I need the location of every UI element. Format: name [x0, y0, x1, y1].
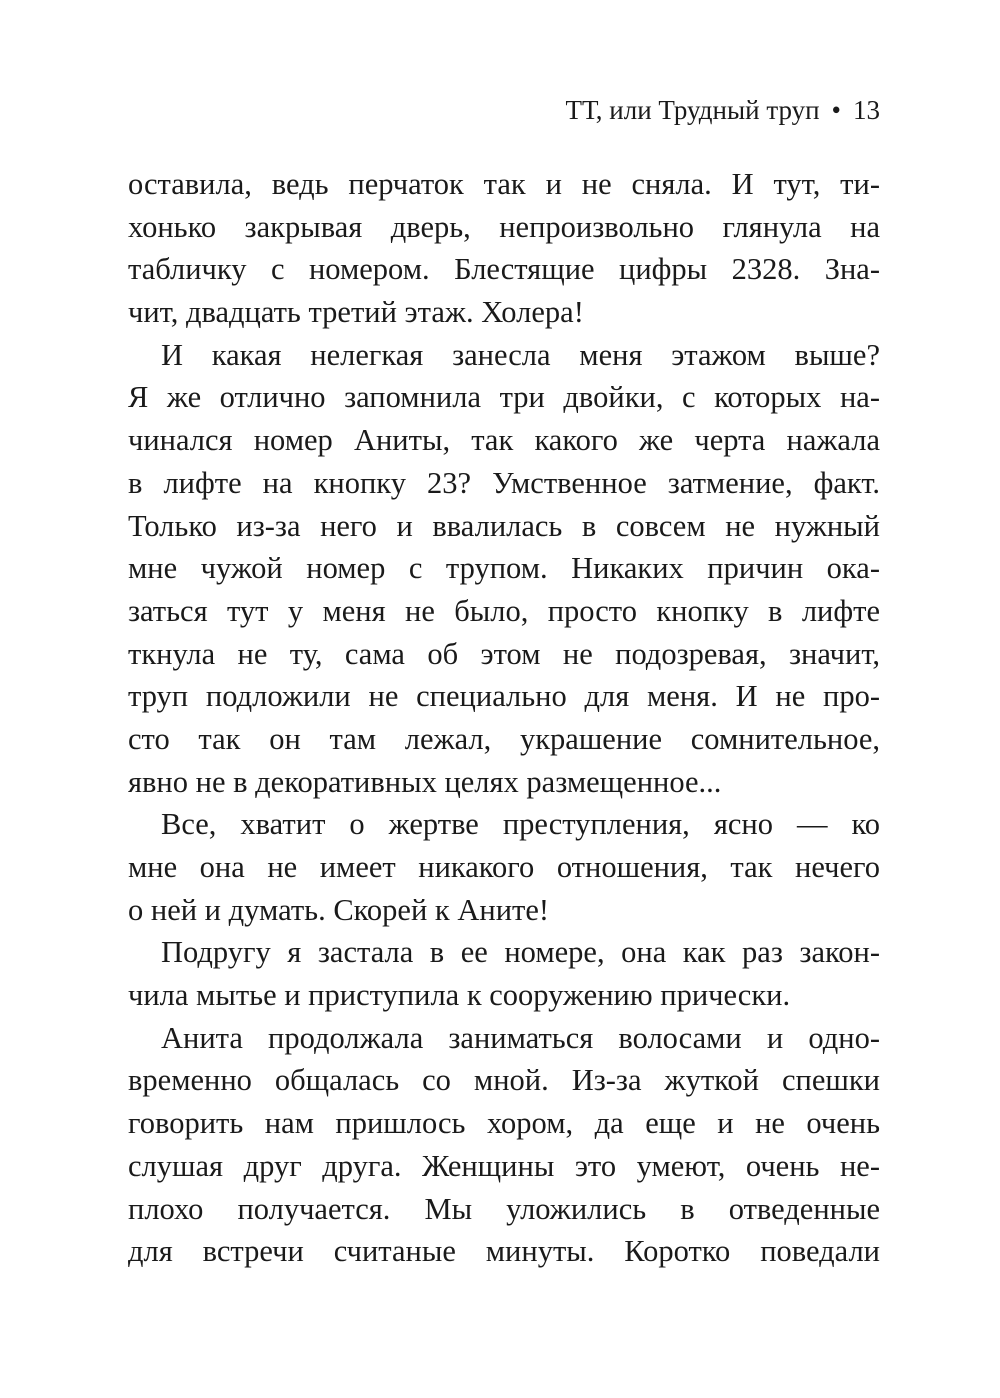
running-header: [565, 90, 880, 130]
text-line: мне чужой номер с трупом. Никаких причин ока-: [128, 551, 880, 586]
running-title: ТТ, или Трудный труп: [565, 95, 820, 125]
text-line: Только из-за него и ввалилась в совсем не нужный: [128, 508, 880, 543]
text-line: Анита продолжала заниматься волосами и одно-: [161, 1020, 880, 1055]
text-line: чит, двадцать третий этаж. Холера!: [128, 295, 584, 330]
text-line: И какая нелегкая занесла меня этажом выше?: [161, 337, 880, 372]
text-line: чила мытье и приступила к сооружению прически.: [128, 978, 791, 1013]
text-line: слушая друг друга. Женщины это умеют, очень не-: [128, 1148, 880, 1183]
text-line: ткнула не ту, сама об этом не подозревая, значит,: [128, 636, 880, 671]
text-line: сто так он там лежал, украшение сомнительное,: [128, 721, 880, 756]
text-line: временно общалась со мной. Из-за жуткой спешки: [128, 1063, 880, 1098]
text-line: явно не в декоративных целях размещенное...: [128, 764, 722, 799]
text-line: чинался номер Аниты, так какого же черта нажала: [128, 423, 880, 458]
text-line: о ней и думать. Скорей к Аните!: [128, 892, 550, 927]
text-line: Я же отлично запомнила три двойки, с которых на-: [128, 380, 880, 415]
text-line: оставила, ведь перчаток так и не сняла. И тут, ти-: [128, 167, 880, 201]
text-line: Все, хватит о жертве преступления, ясно — ко: [161, 807, 880, 842]
text-line: мне она не имеет никакого отношения, так нечего: [128, 850, 880, 884]
text-line: Подругу я застала в ее номере, она как раз закон-: [161, 935, 880, 970]
text-line: заться тут у меня не было, просто кнопку в лифте: [128, 593, 880, 628]
body-text: [128, 163, 880, 1273]
text-line: плохо получается. Мы уложились в отведенные: [128, 1191, 880, 1226]
text-line: хонько закрывая дверь, непроизвольно глянула на: [128, 209, 880, 244]
text-line: в лифте на кнопку 23? Умственное затмение, факт.: [128, 465, 880, 500]
text-line: труп подложили не специально для меня. И не про-: [128, 679, 880, 714]
text-line: говорить нам пришлось хором, да еще и не очень: [128, 1106, 880, 1141]
text-line: для встречи считаные минуты. Коротко поведали: [128, 1234, 880, 1269]
text-line: табличку с номером. Блестящие цифры 2328. Зна-: [128, 252, 880, 287]
header-separator: •: [831, 95, 841, 125]
page-number: 13: [853, 95, 880, 125]
